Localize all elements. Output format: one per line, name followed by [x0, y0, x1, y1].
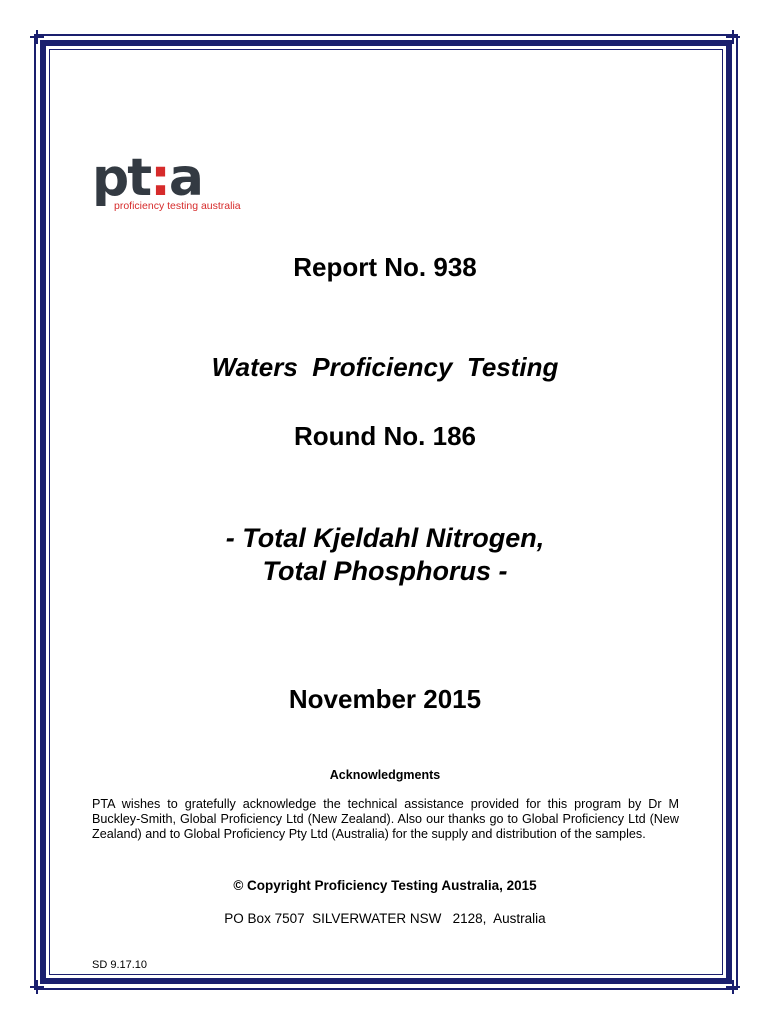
- analytes-line-1: - Total Kjeldahl Nitrogen,: [225, 523, 545, 553]
- border-corner-ornament: [30, 980, 44, 994]
- report-date: November 2015: [288, 684, 482, 714]
- analytes-title: [0, 522, 770, 588]
- logo-tagline: proficiency testing australia: [114, 200, 241, 212]
- report-number: Report No. 938: [293, 252, 477, 282]
- acknowledgments-heading: Acknowledgments: [329, 768, 441, 782]
- border-corner-ornament: [726, 30, 740, 44]
- copyright-notice: © Copyright Proficiency Testing Australia, 2015: [233, 878, 537, 893]
- postal-address: PO Box 7507 SILVERWATER NSW 2128, Australia: [224, 911, 546, 926]
- round-number: Round No. 186: [293, 421, 476, 451]
- acknowledgments-body: PTA wishes to gratefully acknowledge the technical assistance provided for this program by Dr M Buckley-Smith, Global Proficiency Ltd (New Zealand). Also our thanks go to Global Proficiency Ltd (New Zealand) and to Global Proficiency Pty Ltd (Australia) for the supply and distribution of the samples.: [92, 797, 679, 841]
- border-corner-ornament: [726, 980, 740, 994]
- program-title: Waters Proficiency Testing: [211, 352, 559, 382]
- border-corner-ornament: [30, 30, 44, 44]
- analytes-line-2: Total Phosphorus -: [262, 556, 508, 586]
- document-code: SD 9.17.10: [92, 959, 148, 971]
- pta-logo: [92, 148, 262, 222]
- logo-mark: pt:a: [92, 148, 202, 208]
